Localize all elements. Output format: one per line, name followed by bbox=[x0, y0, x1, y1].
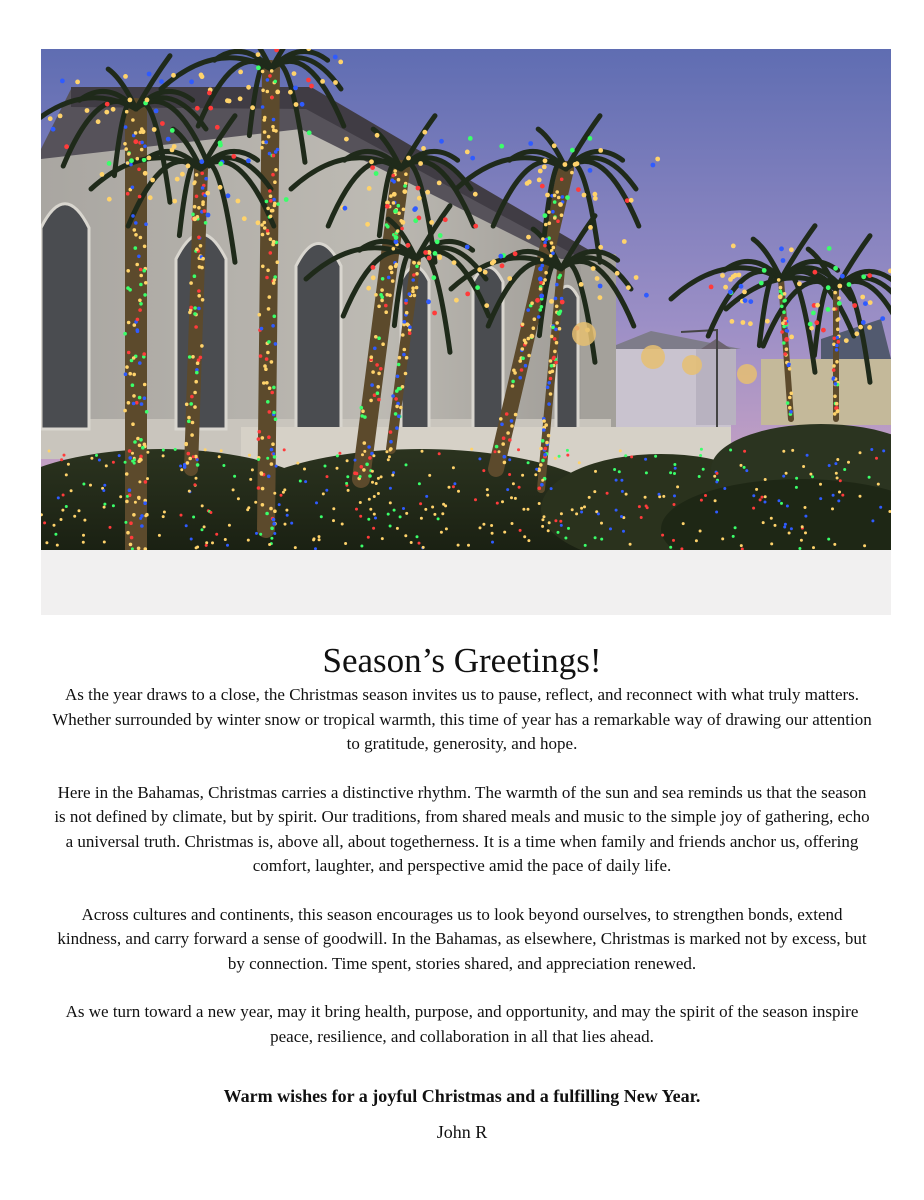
signature: John R bbox=[436, 1122, 488, 1142]
photo-frame bbox=[41, 49, 891, 615]
christmas-photo bbox=[41, 49, 891, 550]
letter bbox=[50, 640, 874, 1145]
paragraph-3: Across cultures and continents, this season encourages us to look beyond ourselves, to strengthen bonds, extend kindness, and carry forward a sense of goodwill. In the Bahamas, as elsewhere, Christmas is marked not by excess, but by connection. Time spent, stories shared, and appreciation renewed. bbox=[57, 904, 867, 973]
paragraph-4: As we turn toward a new year, may it bring health, purpose, and opportunity, and may the spirit of the season inspire peace, resilience, and collaboration in all that lies ahead. bbox=[65, 1002, 859, 1046]
church-window bbox=[41, 204, 89, 429]
letter-title: Season’s Greetings! bbox=[322, 641, 602, 680]
paragraph-2: Here in the Bahamas, Christmas carries a distinctive rhythm. The warmth of the sun and sea reminds us that the season is not defined by climate, but by spirit. Our traditions, from shared meals and music to the simple joy of gathering, echo a universal truth. Christmas is, above all, about togetherness. It is a time when family and friends anchor us, offering comfort, laughter, and perspective amid the pace of daily life. bbox=[54, 782, 870, 875]
paragraph-1: As the year draws to a close, the Christmas season invites us to pause, reflect, and reconnect with what truly matters. Whether surrounded by winter snow or tropical warmth, this time of year has a remarkable way of drawing our attention to gratitude, generosity, and hope. bbox=[52, 685, 872, 753]
closing-line: Warm wishes for a joyful Christmas and a fulfilling New Year. bbox=[223, 1086, 701, 1106]
